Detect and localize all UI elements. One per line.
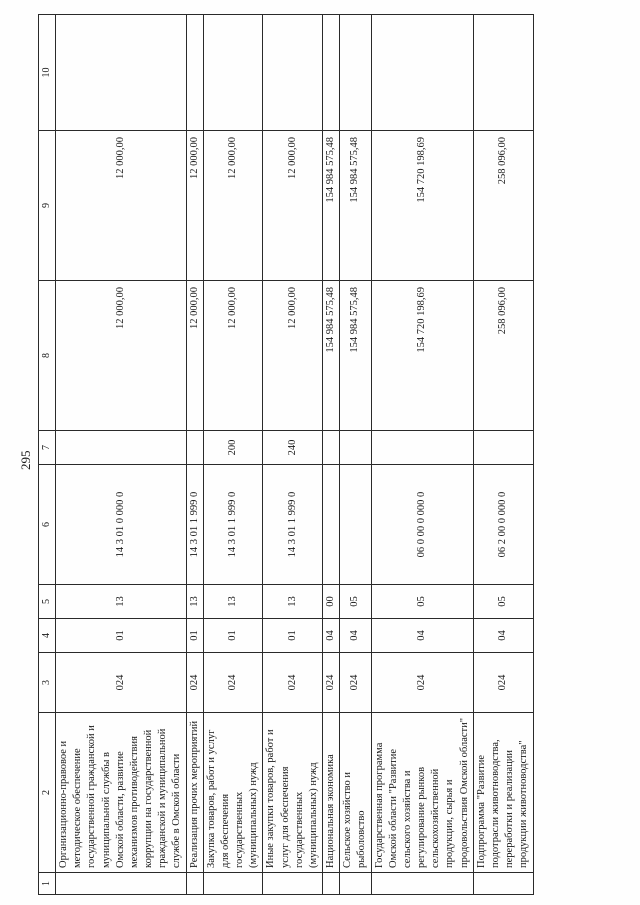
amount-col8: 12 000,00 bbox=[56, 281, 187, 431]
section-code: 01 bbox=[263, 619, 323, 653]
amount-col9: 154 720 198,69 bbox=[371, 131, 473, 281]
header-cell: 7 bbox=[39, 431, 56, 465]
header-row bbox=[39, 15, 56, 895]
expense-type-code bbox=[340, 431, 371, 465]
amount-col8: 154 720 198,69 bbox=[371, 281, 473, 431]
row-name: Национальная экономика bbox=[323, 713, 340, 873]
page-number: 295 bbox=[18, 450, 33, 470]
subsection-code: 05 bbox=[473, 585, 533, 619]
amount-col9: 12 000,00 bbox=[203, 131, 263, 281]
subsection-code: 13 bbox=[203, 585, 263, 619]
table-row bbox=[186, 15, 203, 895]
section-code: 01 bbox=[56, 619, 187, 653]
amount-col9: 12 000,00 bbox=[56, 131, 187, 281]
subsection-code: 05 bbox=[371, 585, 473, 619]
table-row bbox=[203, 15, 263, 895]
target-article-code bbox=[340, 465, 371, 585]
amount-col9: 154 984 575,48 bbox=[340, 131, 371, 281]
row-number-cell bbox=[186, 873, 203, 895]
expense-type-code bbox=[323, 431, 340, 465]
section-code: 01 bbox=[186, 619, 203, 653]
section-code: 01 bbox=[203, 619, 263, 653]
amount-col9: 12 000,00 bbox=[263, 131, 323, 281]
ministry-code: 024 bbox=[186, 653, 203, 713]
ministry-code: 024 bbox=[473, 653, 533, 713]
row-number-cell bbox=[340, 873, 371, 895]
amount-col10 bbox=[340, 15, 371, 131]
table-row bbox=[473, 15, 533, 895]
expense-type-code bbox=[56, 431, 187, 465]
section-code: 04 bbox=[340, 619, 371, 653]
target-article-code bbox=[323, 465, 340, 585]
target-article-code: 06 2 00 0 000 0 bbox=[473, 465, 533, 585]
row-name: Организационно-правовое и методическое обеспечение государственной гражданской и муниципальной службы в Омской области, развитие механизмов противодействия коррупции на государственной гражданской и муниципальной службе в Омской области bbox=[56, 713, 187, 873]
table-row bbox=[323, 15, 340, 895]
row-number-cell bbox=[371, 873, 473, 895]
header-cell: 9 bbox=[39, 131, 56, 281]
table-row bbox=[371, 15, 473, 895]
amount-col9: 258 096,00 bbox=[473, 131, 533, 281]
table-row bbox=[263, 15, 323, 895]
ministry-code: 024 bbox=[340, 653, 371, 713]
amount-col10 bbox=[473, 15, 533, 131]
amount-col9: 12 000,00 bbox=[186, 131, 203, 281]
header-cell: 5 bbox=[39, 585, 56, 619]
amount-col8: 258 096,00 bbox=[473, 281, 533, 431]
budget-table bbox=[38, 14, 534, 895]
row-number-cell bbox=[473, 873, 533, 895]
header-cell: 1 bbox=[39, 873, 56, 895]
amount-col9: 154 984 575,48 bbox=[323, 131, 340, 281]
row-number-cell bbox=[56, 873, 187, 895]
section-code: 04 bbox=[371, 619, 473, 653]
subsection-code: 00 bbox=[323, 585, 340, 619]
amount-col10 bbox=[263, 15, 323, 131]
target-article-code: 14 3 01 1 999 0 bbox=[203, 465, 263, 585]
amount-col10 bbox=[56, 15, 187, 131]
row-name: Иные закупки товаров, работ и услуг для обеспечения государственных (муниципальных) нужд bbox=[263, 713, 323, 873]
row-name: Закупка товаров, работ и услуг для обеспечения государственных (муниципальных) нужд bbox=[203, 713, 263, 873]
target-article-code: 14 3 01 0 000 0 bbox=[56, 465, 187, 585]
section-code: 04 bbox=[323, 619, 340, 653]
ministry-code: 024 bbox=[263, 653, 323, 713]
table-row bbox=[340, 15, 371, 895]
expense-type-code: 240 bbox=[263, 431, 323, 465]
target-article-code: 06 0 00 0 000 0 bbox=[371, 465, 473, 585]
expense-type-code bbox=[371, 431, 473, 465]
subsection-code: 13 bbox=[186, 585, 203, 619]
target-article-code: 14 3 01 1 999 0 bbox=[186, 465, 203, 585]
subsection-code: 13 bbox=[263, 585, 323, 619]
row-number-cell bbox=[323, 873, 340, 895]
header-cell: 3 bbox=[39, 653, 56, 713]
expense-type-code: 200 bbox=[203, 431, 263, 465]
header-cell: 8 bbox=[39, 281, 56, 431]
amount-col10 bbox=[371, 15, 473, 131]
subsection-code: 05 bbox=[340, 585, 371, 619]
amount-col8: 154 984 575,48 bbox=[323, 281, 340, 431]
expense-type-code bbox=[186, 431, 203, 465]
amount-col10 bbox=[186, 15, 203, 131]
row-name: Реализация прочих мероприятий bbox=[186, 713, 203, 873]
ministry-code: 024 bbox=[371, 653, 473, 713]
amount-col10 bbox=[203, 15, 263, 131]
row-name: Сельское хозяйство и рыболовство bbox=[340, 713, 371, 873]
row-number-cell bbox=[263, 873, 323, 895]
subsection-code: 13 bbox=[56, 585, 187, 619]
header-cell: 6 bbox=[39, 465, 56, 585]
header-cell: 2 bbox=[39, 713, 56, 873]
header-cell: 10 bbox=[39, 15, 56, 131]
row-name: Государственная программа Омской области "Развитие сельского хозяйства и регулирование рынков сельскохозяйственной продукции, сырья и продовольствия Омской области" bbox=[371, 713, 473, 873]
ministry-code: 024 bbox=[203, 653, 263, 713]
header-cell: 4 bbox=[39, 619, 56, 653]
ministry-code: 024 bbox=[323, 653, 340, 713]
amount-col8: 154 984 575,48 bbox=[340, 281, 371, 431]
table-row bbox=[56, 15, 187, 895]
expense-type-code bbox=[473, 431, 533, 465]
row-name: Подпрограмма "Развитие подотрасли животноводства, переработки и реализации продукции животноводства" bbox=[473, 713, 533, 873]
row-number-cell bbox=[203, 873, 263, 895]
section-code: 04 bbox=[473, 619, 533, 653]
ministry-code: 024 bbox=[56, 653, 187, 713]
amount-col8: 12 000,00 bbox=[203, 281, 263, 431]
page-number-line bbox=[18, 0, 38, 905]
amount-col8: 12 000,00 bbox=[263, 281, 323, 431]
target-article-code: 14 3 01 1 999 0 bbox=[263, 465, 323, 585]
amount-col10 bbox=[323, 15, 340, 131]
amount-col8: 12 000,00 bbox=[186, 281, 203, 431]
